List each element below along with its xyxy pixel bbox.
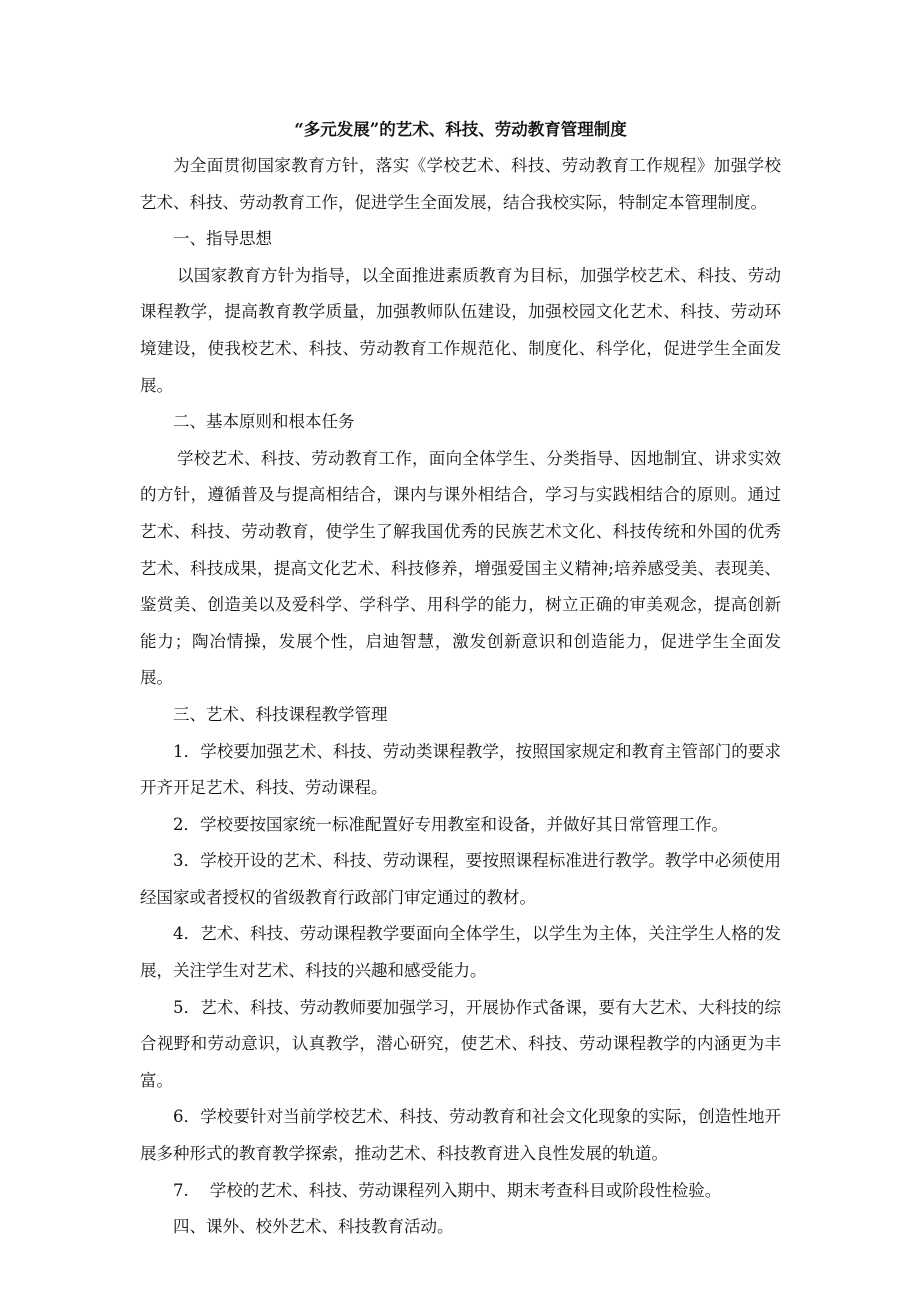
- section-3-item: 7. 学校的艺术、科技、劳动课程列入期中、期末考查科目或阶段性检验。: [173, 1180, 722, 1200]
- section-3-item: 1．学校要加强艺术、科技、劳动类课程教学，按照国家规定和教育主管部门的要求开齐开足艺术、科技、劳动课程。: [140, 741, 781, 798]
- section-4-heading: 四、课外、校外艺术、科技教育活动。: [173, 1217, 454, 1237]
- section-2-heading: 二、基本原则和根本任务: [173, 412, 355, 432]
- section-3-item: 6．学校要针对当前学校艺术、科技、劳动教育和社会文化现象的实际，创造性地开展多种形式的教育教学探索，推动艺术、科技教育进入良性发展的轨道。: [140, 1107, 781, 1164]
- section-3-item: 2．学校要按国家统一标准配置好专用教室和设备，并做好其日常管理工作。: [173, 814, 728, 834]
- section-3-heading: 三、艺术、科技课程教学管理: [173, 704, 388, 724]
- document-title: “多元发展”的艺术、科技、劳动教育管理制度: [294, 120, 627, 139]
- intro-paragraph: 为全面贯彻国家教育方针，落实《学校艺术、科技、劳动教育工作规程》加强学校艺术、科技、劳动教育工作，促进学生全面发展，结合我校实际，特制定本管理制度。: [140, 156, 781, 212]
- section-3-item: 3．学校开设的艺术、科技、劳动课程，要按照课程标准进行教学。教学中必须使用经国家或者授权的省级教育行政部门审定通过的教材。: [140, 851, 781, 907]
- section-1-body: 以国家教育方针为指导，以全面推进素质教育为目标，加强学校艺术、科技、劳动课程教学，提高教育教学质量，加强教师队伍建设，加强校园文化艺术、科技、劳动环境建设，使我校艺术、科技、劳动教育工作规范化、制度化、科学化，促进学生全面发展。: [140, 265, 781, 395]
- section-3-item: 4．艺术、科技、劳动课程教学要面向全体学生，以学生为主体，关注学生人格的发展，关注学生对艺术、科技的兴趣和感受能力。: [140, 924, 781, 981]
- section-3-item: 5．艺术、科技、劳动教师要加强学习，开展协作式备课，要有大艺术、大科技的综合视野和劳动意识，认真教学，潜心研究，使艺术、科技、劳动课程教学的内涵更为丰富。: [140, 997, 781, 1090]
- section-2-body: 学校艺术、科技、劳动教育工作，面向全体学生、分类指导、因地制宜、讲求实效的方针，遵循普及与提高相结合，课内与课外相结合，学习与实践相结合的原则。通过艺术、科技、劳动教育，使学生了解我国优秀的民族艺术文化、科技传统和外国的优秀艺术、科技成果，提高文化艺术、科技修养，增强爱国主义精神;培养感受美、表现美、鉴赏美、创造美以及爱科学、学科学、用科学的能力，树立正确的审美观念，提高创新能力；陶冶情操，发展个性，启迪智慧，激发创新意识和创造能力，促进学生全面发展。: [140, 448, 781, 688]
- section-1-heading: 一、指导思想: [173, 229, 272, 249]
- document-page: [140, 112, 781, 1246]
